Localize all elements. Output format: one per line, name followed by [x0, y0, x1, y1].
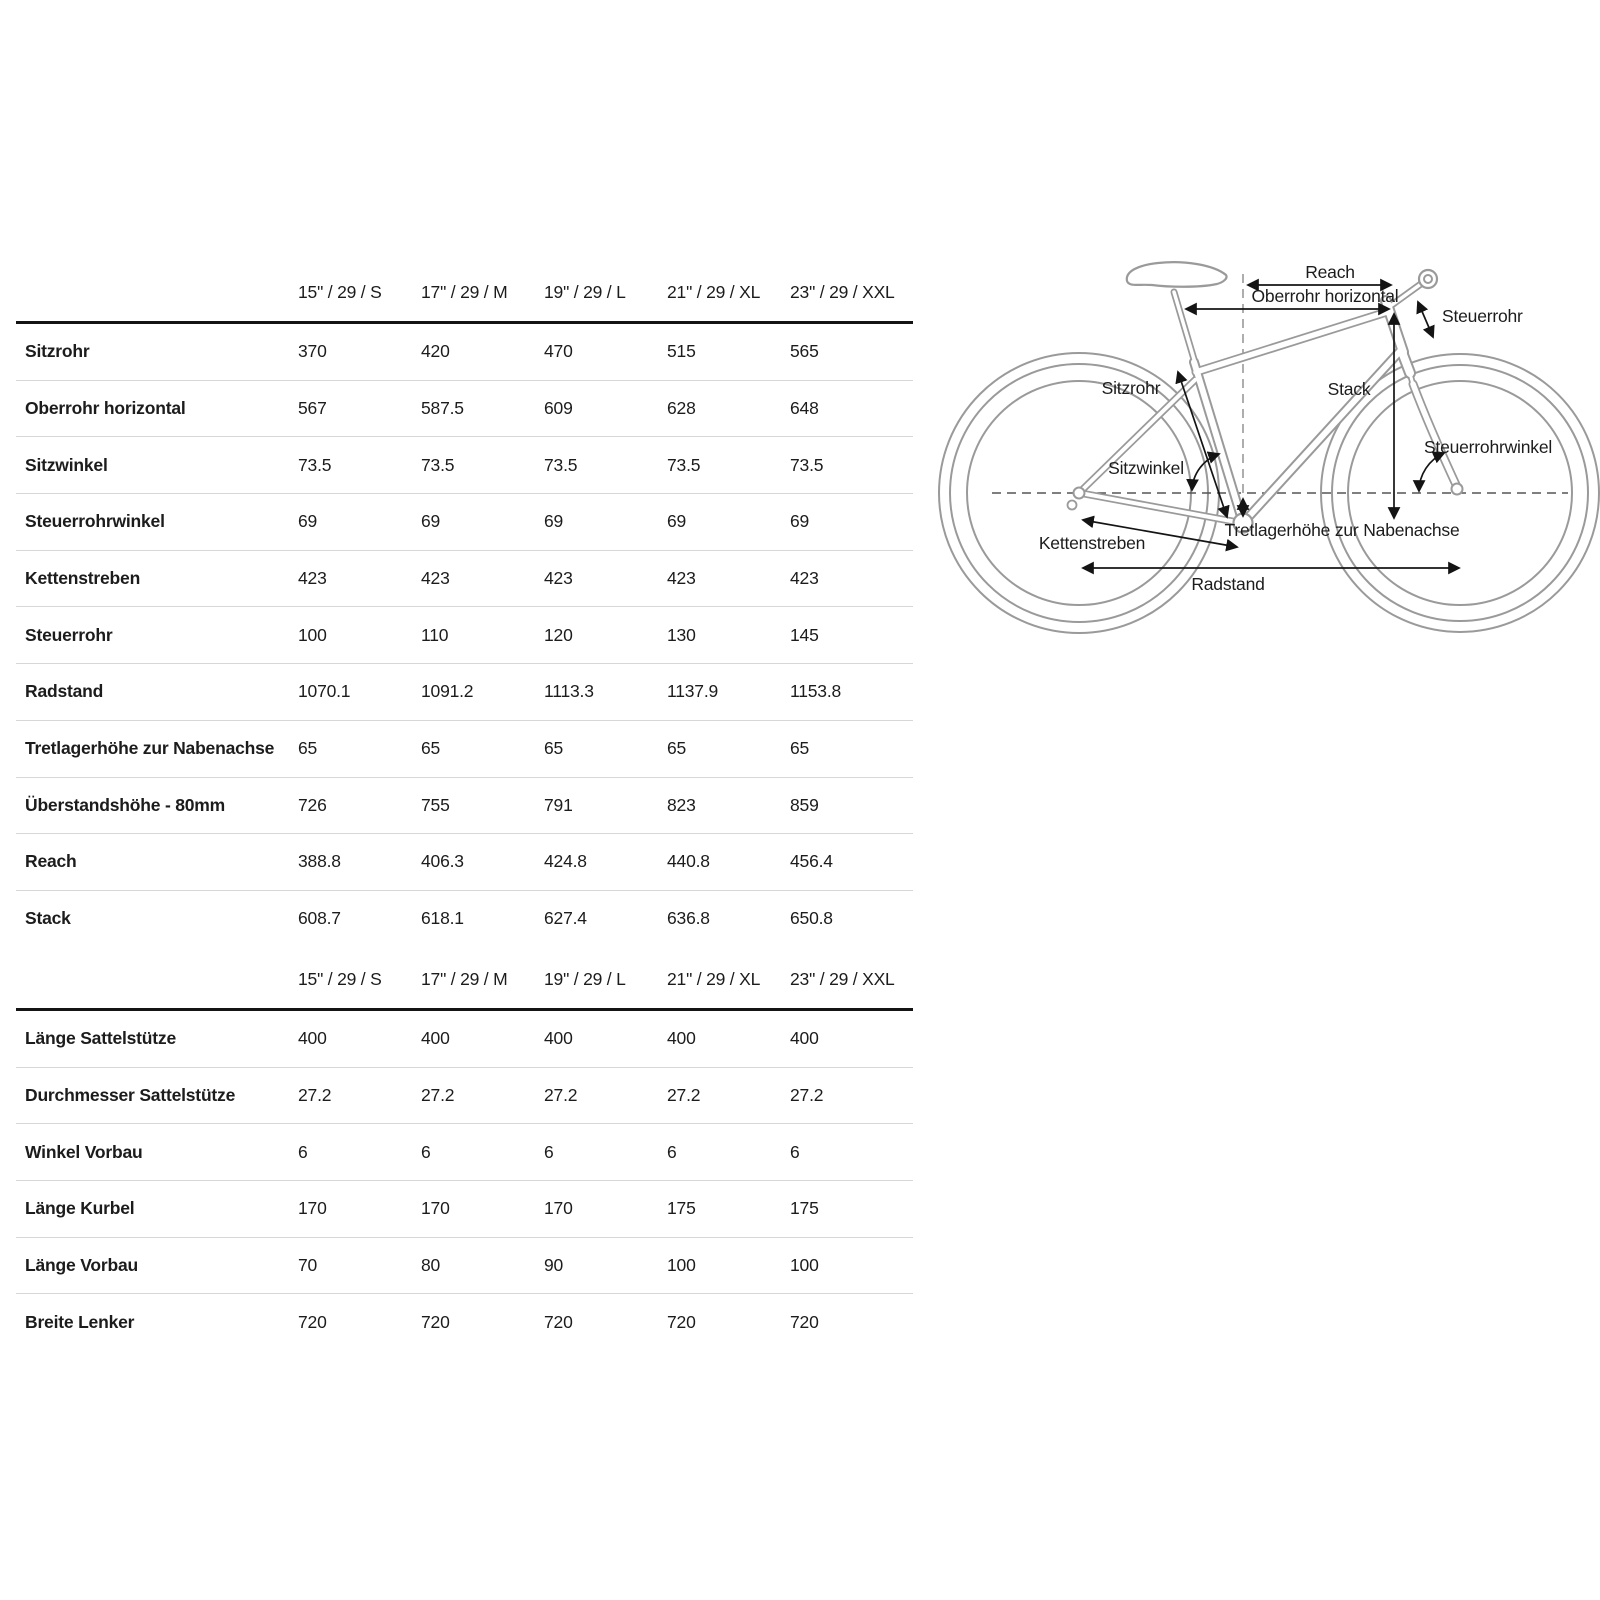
- cell-value: 70: [298, 1254, 318, 1275]
- size-column-header: 23" / 29 / XXL: [790, 282, 895, 303]
- row-label: Tretlagerhöhe zur Nabenachse: [25, 738, 275, 759]
- cell-value: 145: [790, 624, 819, 645]
- cell-value: 456.4: [790, 851, 833, 872]
- table-row: [16, 381, 913, 438]
- cell-value: 27.2: [298, 1084, 332, 1105]
- row-label: Winkel Vorbau: [25, 1141, 143, 1162]
- cell-value: 370: [298, 341, 327, 362]
- cell-value: 470: [544, 341, 573, 362]
- cell-value: 73.5: [544, 454, 578, 475]
- row-label: Stack: [25, 908, 71, 929]
- row-label: Sitzrohr: [25, 341, 90, 362]
- size-column-header: 17" / 29 / M: [421, 969, 508, 990]
- cell-value: 27.2: [667, 1084, 701, 1105]
- table-row: [16, 437, 913, 494]
- cell-value: 6: [421, 1141, 431, 1162]
- rear-derailleur: [1068, 501, 1077, 510]
- cell-value: 628: [667, 397, 696, 418]
- cell-value: 65: [298, 738, 318, 759]
- steuerrohrwinkel-label: Steuerrohrwinkel: [1423, 437, 1553, 457]
- row-label: Überstandshöhe - 80mm: [25, 794, 226, 815]
- cell-value: 720: [544, 1311, 573, 1332]
- cell-value: 400: [298, 1028, 327, 1049]
- cell-value: 1153.8: [790, 681, 842, 702]
- cell-value: 400: [667, 1028, 696, 1049]
- cell-value: 80: [421, 1254, 441, 1275]
- size-header-row: [16, 952, 913, 1011]
- cell-value: 6: [667, 1141, 677, 1162]
- table-row: [16, 1068, 913, 1125]
- cell-value: 175: [667, 1198, 696, 1219]
- steuerrohr-label: Steuerrohr: [1442, 306, 1523, 326]
- row-label: Radstand: [25, 681, 104, 702]
- row-label: Breite Lenker: [25, 1311, 135, 1332]
- cell-value: 69: [667, 511, 687, 532]
- cell-value: 423: [790, 567, 819, 588]
- cell-value: 400: [544, 1028, 573, 1049]
- cell-value: 1113.3: [544, 681, 594, 702]
- cell-value: 130: [667, 624, 696, 645]
- frame-inner: [1080, 281, 1458, 523]
- cell-value: 170: [544, 1198, 573, 1219]
- cell-value: 406.3: [421, 851, 464, 872]
- cell-value: 423: [421, 567, 450, 588]
- cell-value: 726: [298, 794, 327, 815]
- front-axle: [1452, 484, 1463, 495]
- cell-value: 423: [667, 567, 696, 588]
- cell-value: 609: [544, 397, 573, 418]
- rear-axle: [1074, 488, 1085, 499]
- table-row: [16, 1181, 913, 1238]
- cell-value: 73.5: [298, 454, 332, 475]
- cell-value: 100: [790, 1254, 819, 1275]
- cell-value: 720: [421, 1311, 450, 1332]
- cell-value: 73.5: [667, 454, 701, 475]
- frame-outline: [1080, 281, 1458, 523]
- cell-value: 565: [790, 341, 819, 362]
- cell-value: 587.5: [421, 397, 464, 418]
- cell-value: 755: [421, 794, 450, 815]
- cell-value: 1137.9: [667, 681, 719, 702]
- cell-value: 73.5: [790, 454, 824, 475]
- cell-value: 400: [421, 1028, 450, 1049]
- table-body: [16, 1011, 913, 1350]
- cell-value: 720: [298, 1311, 327, 1332]
- cell-value: 73.5: [421, 454, 455, 475]
- table-row: [16, 778, 913, 835]
- cell-value: 400: [790, 1028, 819, 1049]
- cell-value: 27.2: [421, 1084, 455, 1105]
- table-row: [16, 834, 913, 891]
- row-label: Kettenstreben: [25, 567, 141, 588]
- cell-value: 27.2: [790, 1084, 824, 1105]
- cell-value: 618.1: [421, 908, 464, 929]
- table-row: [16, 494, 913, 551]
- bike-geometry-diagram: [930, 240, 1600, 650]
- cell-value: 69: [544, 511, 564, 532]
- tretlagerhoehe-label: Tretlagerhöhe zur Nabenachse: [1224, 520, 1460, 540]
- kettenstreben-label: Kettenstreben: [1038, 533, 1146, 553]
- cell-value: 100: [667, 1254, 696, 1275]
- size-column-header: 15" / 29 / S: [298, 282, 382, 303]
- cell-value: 720: [790, 1311, 819, 1332]
- size-column-header: 21" / 29 / XL: [667, 969, 761, 990]
- size-column-header: 23" / 29 / XXL: [790, 969, 895, 990]
- table-row: [16, 1238, 913, 1295]
- cell-value: 440.8: [667, 851, 710, 872]
- row-label: Sitzwinkel: [25, 454, 108, 475]
- stack-label: Stack: [1327, 379, 1371, 399]
- table-body: [16, 324, 913, 947]
- cell-value: 6: [298, 1141, 308, 1162]
- row-label: Länge Kurbel: [25, 1198, 135, 1219]
- component-spec-table: [16, 952, 913, 1350]
- cell-value: 636.8: [667, 908, 710, 929]
- row-label: Oberrohr horizontal: [25, 397, 186, 418]
- reach-label: Reach: [1305, 262, 1355, 282]
- cell-value: 6: [790, 1141, 800, 1162]
- row-label: Durchmesser Sattelstütze: [25, 1084, 236, 1105]
- frame-geometry-table: [16, 265, 913, 947]
- cell-value: 110: [421, 624, 449, 645]
- table-row: [16, 664, 913, 721]
- table-row: [16, 1011, 913, 1068]
- cell-value: 175: [790, 1198, 819, 1219]
- cell-value: 424.8: [544, 851, 587, 872]
- cell-value: 720: [667, 1311, 696, 1332]
- row-label: Länge Vorbau: [25, 1254, 138, 1275]
- cell-value: 65: [667, 738, 687, 759]
- cell-value: 170: [421, 1198, 450, 1219]
- cell-value: 423: [298, 567, 327, 588]
- cell-value: 65: [790, 738, 810, 759]
- cell-value: 608.7: [298, 908, 341, 929]
- cell-value: 567: [298, 397, 327, 418]
- cell-value: 420: [421, 341, 450, 362]
- size-column-header: 19" / 29 / L: [544, 282, 626, 303]
- cell-value: 65: [544, 738, 564, 759]
- cell-value: 170: [298, 1198, 327, 1219]
- cell-value: 515: [667, 341, 696, 362]
- row-label: Steuerrohrwinkel: [25, 511, 165, 532]
- cell-value: 65: [421, 738, 441, 759]
- cell-value: 423: [544, 567, 573, 588]
- cell-value: 69: [421, 511, 441, 532]
- oberrohr-label: Oberrohr horizontal: [1251, 286, 1399, 306]
- cell-value: 1070.1: [298, 681, 351, 702]
- cell-value: 823: [667, 794, 696, 815]
- cell-value: 120: [544, 624, 573, 645]
- steuerrohr-arrow: [1418, 302, 1433, 337]
- cell-value: 791: [544, 794, 573, 815]
- size-column-header: 17" / 29 / M: [421, 282, 508, 303]
- size-column-header: 21" / 29 / XL: [667, 282, 761, 303]
- sitzwinkel-label: Sitzwinkel: [1108, 458, 1184, 478]
- table-row: [16, 891, 913, 947]
- cell-value: 69: [298, 511, 318, 532]
- table-row: [16, 1294, 913, 1350]
- size-column-header: 19" / 29 / L: [544, 969, 626, 990]
- cell-value: 388.8: [298, 851, 341, 872]
- table-row: [16, 607, 913, 664]
- cell-value: 859: [790, 794, 819, 815]
- sitzrohr-label: Sitzrohr: [1101, 378, 1161, 398]
- cell-value: 90: [544, 1254, 564, 1275]
- cell-value: 27.2: [544, 1084, 578, 1105]
- size-header-row: [16, 265, 913, 324]
- cell-value: 69: [790, 511, 810, 532]
- cell-value: 1091.2: [421, 681, 474, 702]
- cell-value: 627.4: [544, 908, 587, 929]
- cell-value: 100: [298, 624, 327, 645]
- row-label: Steuerrohr: [25, 624, 113, 645]
- cell-value: 6: [544, 1141, 554, 1162]
- table-row: [16, 1124, 913, 1181]
- row-label: Länge Sattelstütze: [25, 1028, 177, 1049]
- table-row: [16, 551, 913, 608]
- handlebar: [1419, 270, 1437, 288]
- cell-value: 648: [790, 397, 819, 418]
- table-row: [16, 324, 913, 381]
- radstand-label: Radstand: [1191, 574, 1265, 594]
- size-column-header: 15" / 29 / S: [298, 969, 382, 990]
- cell-value: 650.8: [790, 908, 833, 929]
- row-label: Reach: [25, 851, 77, 872]
- saddle: [1127, 262, 1227, 287]
- table-row: [16, 721, 913, 778]
- bike-diagram-svg: [930, 240, 1600, 650]
